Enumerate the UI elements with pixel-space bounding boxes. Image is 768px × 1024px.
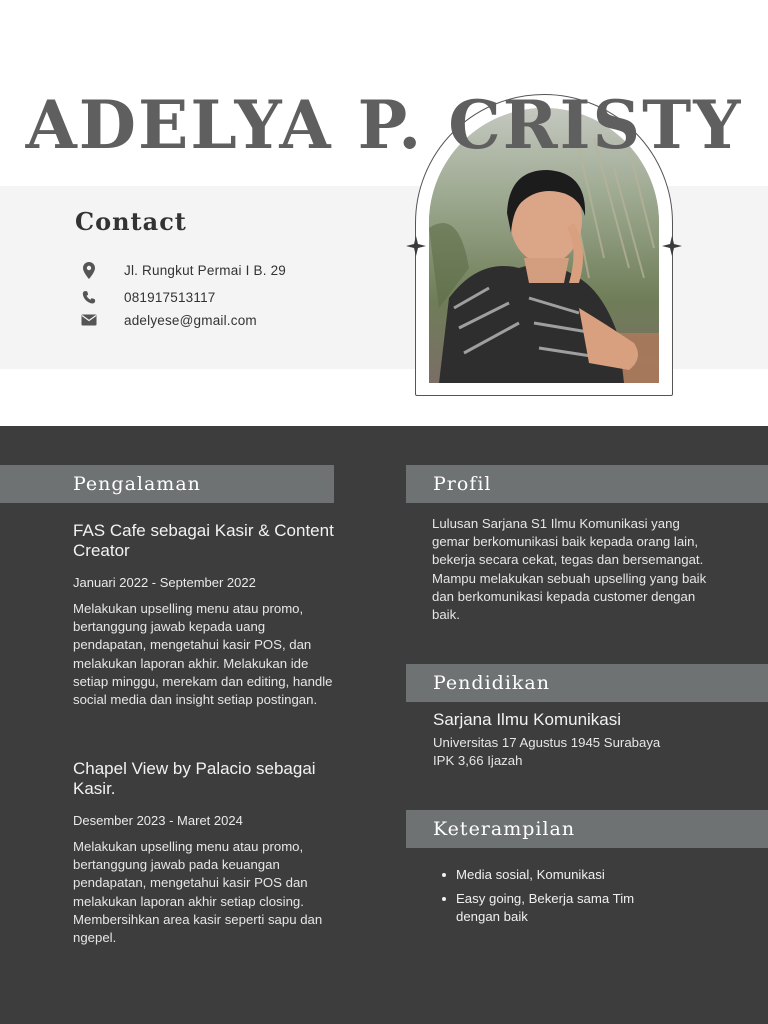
job-date: Januari 2022 - September 2022 xyxy=(73,575,256,590)
education-heading: Pendidikan xyxy=(433,672,550,694)
location-pin-icon xyxy=(80,261,98,279)
contact-address xyxy=(80,261,286,279)
sparkle-icon xyxy=(662,236,682,256)
phone-text: 081917513117 xyxy=(124,289,216,305)
contact-phone xyxy=(80,288,216,306)
contact-heading: Contact xyxy=(75,207,187,236)
job-title: Chapel View by Palacio sebagai Kasir. xyxy=(73,759,316,798)
address-text: Jl. Rungkut Permai I B. 29 xyxy=(124,262,287,278)
skill-item: Easy going, Bekerja sama Tim dengan baik xyxy=(438,890,678,926)
profile-header xyxy=(406,465,768,503)
education-degree: Sarjana Ilmu Komunikasi xyxy=(433,710,622,729)
contact-email xyxy=(80,311,257,329)
profile-heading: Profil xyxy=(433,473,492,495)
job-description: Melakukan upselling menu atau promo, bertanggung jawab kepada uang pendapatan, mengetahui kasir POS, dan melakukan laporan akhir. Melakukan ide setiap minggu, merekam dan editing, handle social media dan insight setiap postingan. xyxy=(73,601,333,708)
experience-heading: Pengalaman xyxy=(73,473,201,495)
skills-header xyxy=(406,810,768,848)
job-title: FAS Cafe sebagai Kasir & Content Creator xyxy=(73,521,334,560)
profile-text: Lulusan Sarjana S1 Ilmu Komunikasi yang gemar berkomunikasi baik kepada orang lain, bekerja secara cekat, tegas dan bersemangat. Mampu melakukan sebuah upselling yang baik dan berkomunikasi kepada customer dengan baik. xyxy=(432,516,707,623)
skill-item: Media sosial, Komunikasi xyxy=(438,866,678,884)
job-date: Desember 2023 - Maret 2024 xyxy=(73,813,243,828)
education-header xyxy=(406,664,768,702)
skills-list xyxy=(438,866,678,933)
education-school: Universitas 17 Agustus 1945 Surabaya xyxy=(433,735,661,750)
mail-icon xyxy=(80,311,98,329)
phone-icon xyxy=(80,288,98,306)
page-title: ADELYA P. CRISTY xyxy=(25,86,743,164)
sparkle-icon xyxy=(406,236,426,256)
email-text: adelyese@gmail.com xyxy=(124,312,257,328)
experience-header xyxy=(0,465,334,503)
education-gpa: IPK 3,66 Ijazah xyxy=(433,753,523,768)
skills-heading: Keterampilan xyxy=(433,818,576,840)
job-description: Melakukan upselling menu atau promo, bertanggung jawab pada keuangan pendapatan, mengetahui kasir POS dan melakukan laporan akhir setiap closing. Membersihkan area kasir seperti sapu dan ngepel. xyxy=(73,839,323,946)
